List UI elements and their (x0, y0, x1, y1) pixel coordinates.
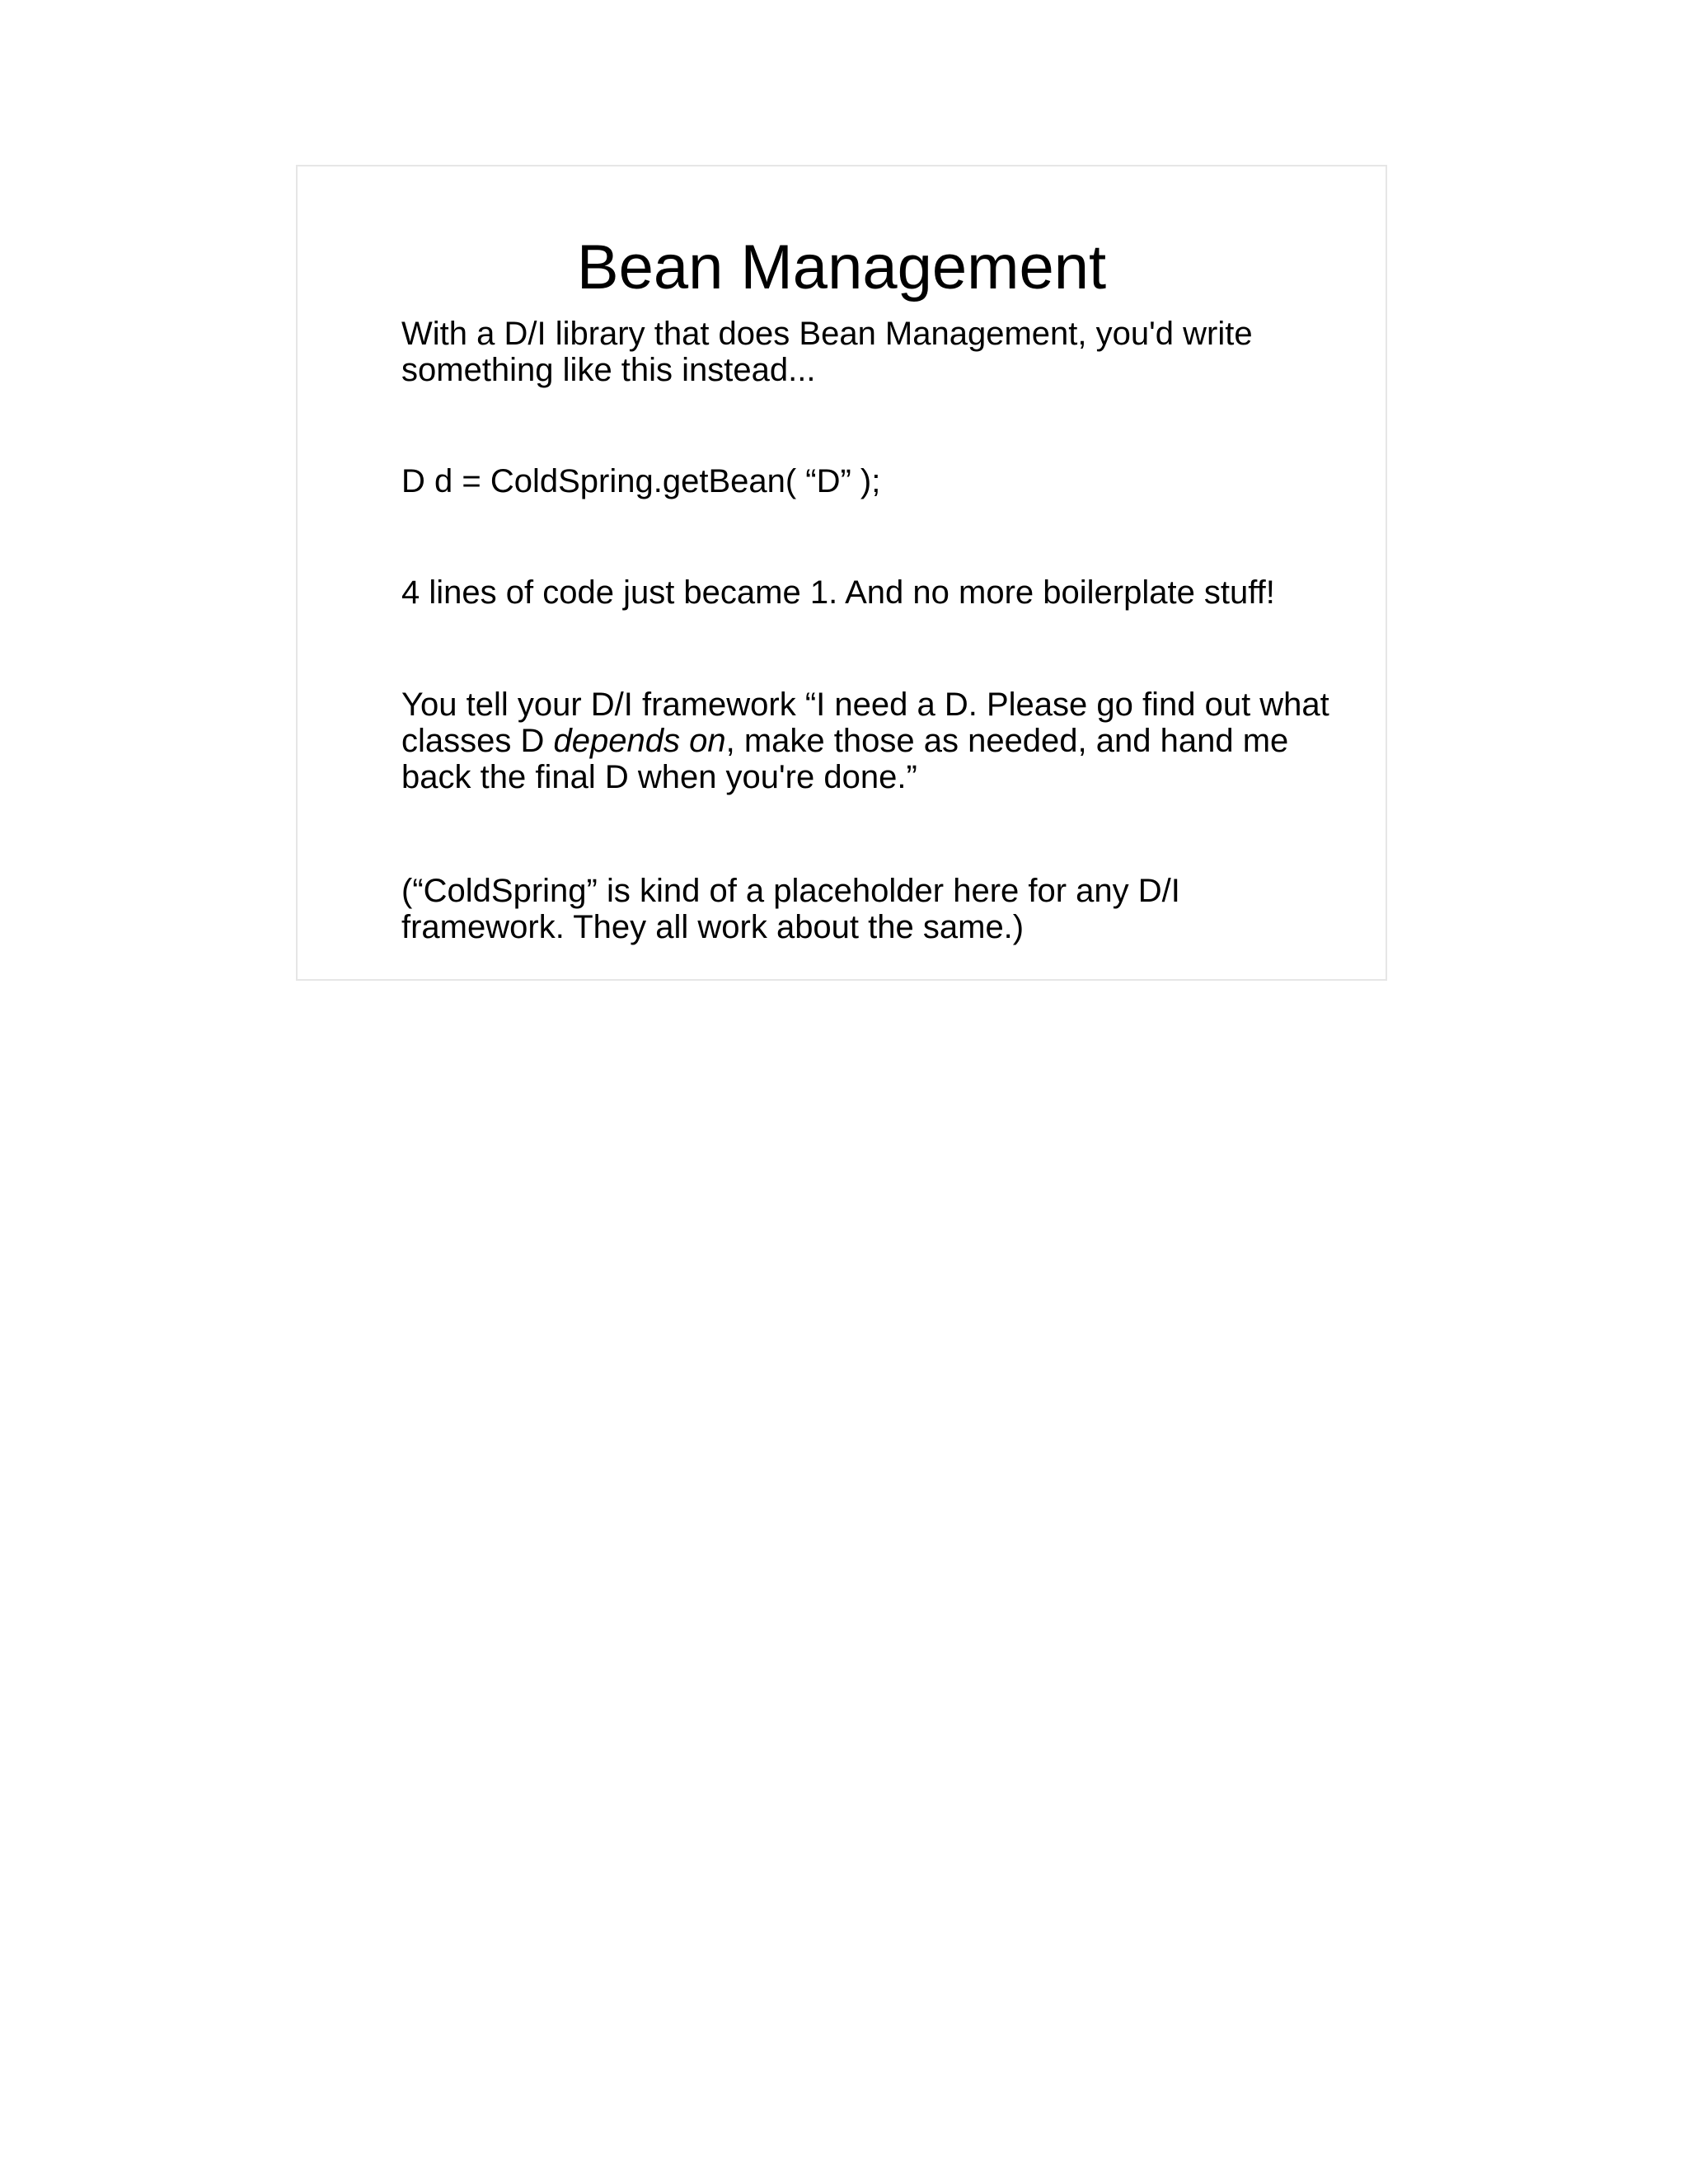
code-example: D d = ColdSpring.getBean( “D” ); (401, 463, 881, 499)
note-line-2: framework. They all work about the same.) (401, 909, 1025, 945)
note-line-1: (“ColdSpring” is kind of a placeholder here for any D/I (401, 873, 1180, 909)
depends-on-emphasis: depends on (553, 723, 726, 759)
intro-line-2: something like this instead... (401, 352, 816, 388)
intro-paragraph (401, 316, 1341, 388)
explanation-line-2-end: , make those as needed, and hand me (725, 723, 1289, 759)
explanation-line-2 (401, 723, 1341, 759)
slide-title: Bean Management (576, 232, 1107, 302)
intro-line-1: With a D/I library that does Bean Management, you'd write (401, 316, 1253, 352)
explanation-line-2-start: classes D (401, 723, 554, 759)
explanation-line-1: You tell your D/I framework “I need a D. Please go find out what (401, 687, 1329, 723)
explanation-paragraph (401, 687, 1341, 795)
note-paragraph (401, 873, 1341, 945)
summary-paragraph: 4 lines of code just became 1. And no more boilerplate stuff! (401, 574, 1275, 611)
slide (296, 165, 1387, 981)
explanation-line-3: back the final D when you're done.” (401, 759, 917, 795)
